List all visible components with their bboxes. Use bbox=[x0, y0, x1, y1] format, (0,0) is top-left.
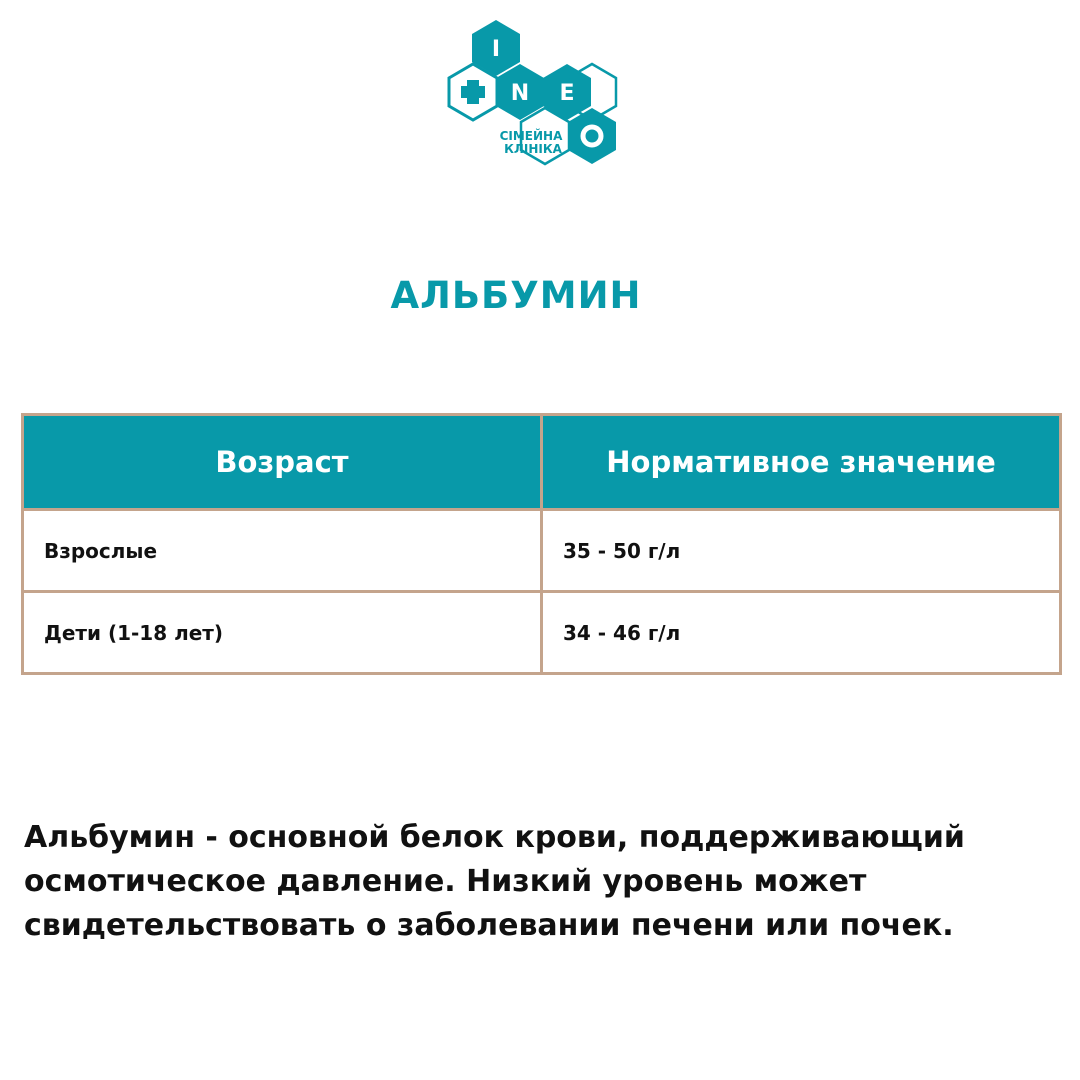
description-text: Альбумин - основной белок крови, поддерживающий осмотическое давление. Низкий уровень может свидетельствовать о заболевании печени или почек. bbox=[24, 820, 965, 943]
logo-letter-e: E bbox=[559, 81, 575, 106]
page-title: АЛЬБУМИН bbox=[390, 274, 642, 317]
table-header-row bbox=[23, 415, 1061, 510]
cell-age: Взрослые bbox=[23, 510, 542, 592]
header-norm: Нормативное значение bbox=[542, 415, 1061, 510]
table-row bbox=[23, 592, 1061, 674]
clinic-logo bbox=[440, 18, 630, 173]
cell-norm: 35 - 50 г/л bbox=[542, 510, 1061, 592]
logo-letter-i: I bbox=[491, 37, 501, 62]
cell-norm: 34 - 46 г/л bbox=[542, 592, 1061, 674]
logo-hex-o bbox=[568, 108, 616, 164]
logo-tagline-line2: КЛІНІКА bbox=[504, 142, 562, 156]
logo-tagline-line1: СІМЕЙНА bbox=[499, 129, 563, 143]
logo-letter-n: N bbox=[510, 81, 530, 106]
norms-table bbox=[21, 413, 1062, 675]
table-row bbox=[23, 510, 1061, 592]
cell-age: Дети (1-18 лет) bbox=[23, 592, 542, 674]
header-age: Возраст bbox=[23, 415, 542, 510]
